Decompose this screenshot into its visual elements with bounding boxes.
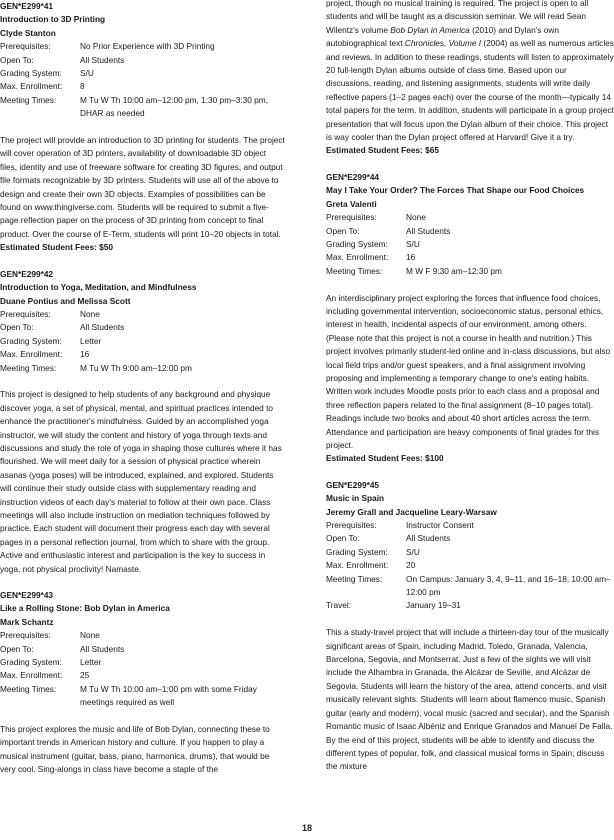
course-fees: Estimated Student Fees: $65 xyxy=(326,145,439,156)
course-description: The project will provide an introduction to 3D printing for students. The project will cover operation of 3D printers, availability of downloadable 3D object files, identity and use of freeware software for creating 3D figures, and output file formats recognizable by 3D printers. Students will use all of the above to design and create their own 3D objects. Examples of possibilities can be found on www.thingiverse.com. Students will be required to submit a five-page reflection paper on the process of 3D printing from concept to final product. Over the course of E-Term, students will print 10–20 objects in total. xyxy=(0,135,285,239)
grading-value: S/U xyxy=(80,68,94,79)
grading-value: S/U xyxy=(406,238,420,249)
open-label: Open To: xyxy=(0,54,34,65)
course-code: GEN*E299*41 xyxy=(0,1,54,11)
enroll-value: 25 xyxy=(80,670,90,681)
book-title: Chronicles, Volume I xyxy=(404,38,482,49)
course-42 xyxy=(0,268,285,576)
book-title: Bob Dylan in America xyxy=(390,24,470,35)
left-column xyxy=(0,0,285,790)
grading-value: S/U xyxy=(406,546,420,557)
course-title: Introduction to Yoga, Meditation, and Mindfulness xyxy=(0,282,197,293)
course-description: This project explores the music and life of Bob Dylan, connecting these to important trends in American history and culture. If you happen to play a musical instrument (guitar, bass, piano, harmonica, drums), that would be very cool. Sing-alongs in class have become a staple of the xyxy=(0,724,270,775)
course-meta xyxy=(326,519,614,613)
meeting-label: Meeting Times: xyxy=(0,683,57,694)
course-instructor: Jeremy Grall and Jacqueline Leary-Warsaw xyxy=(326,506,497,517)
page-number: 18 xyxy=(301,823,312,833)
course-41 xyxy=(0,0,285,255)
enroll-label: Max. Enrollment: xyxy=(326,252,389,263)
meeting-value: M Tu W Th 9:00 am–12:00 pm xyxy=(80,362,192,373)
open-label: Open To: xyxy=(0,643,34,654)
course-code: GEN*E299*44 xyxy=(326,171,380,182)
meeting-label: Meeting Times: xyxy=(326,265,383,276)
course-code: GEN*E299*42 xyxy=(0,268,54,279)
course-meta xyxy=(0,308,285,375)
course-description: This project is designed to help students of any background and physique discover yoga, a set of physical, mental, and spiritual practices intended to enhance the practitioner's mindfulness. Guided by an accomplished yoga instructor, we will study the content and history of yoga through texts and discussions and study the role of yoga in shaping those cultures where it has flourished. We will meet daily for a session of physical practice wherein asanas (yoga poses) will be introduced, explained, and explored. Students will continue their study outside class with supplementary reading and instruction videos of each day's material to follow at their own pace. Class meetings will also include instruction on mediation techniques followed by practice. Each student will document their progress each day with several pages in a personal reflection journal, from which to share with the group. Active and enthusiastic interest and participation is the key to success in yoga, not physical proclivity! Namaste. xyxy=(0,389,282,574)
course-code: GEN*E299*45 xyxy=(326,479,380,490)
description-text: (2004) as well as numerous articles and reviews. In addition to these readings, students will listen to approximately 20 full-length Dylan albums outside of class time. Based upon our discussions, reading, and listening assignments, students will write daily reflective papers (1–2 pages each) over the course of the month—typically 14 total papers for the term. In addition, students will participate in a group project presentation that will focus upon the Dylan album of their choice. This project is way cooler than the Dylan project offered at Harvard! Give it a try. xyxy=(326,38,614,143)
course-44 xyxy=(326,171,614,466)
enroll-value: 20 xyxy=(406,560,416,571)
course-meta xyxy=(326,211,614,278)
grading-label: Grading System: xyxy=(0,657,62,668)
prereq-value: None xyxy=(406,212,426,223)
meeting-label: Meeting Times: xyxy=(0,362,57,373)
course-instructor: Clyde Stanton xyxy=(0,27,56,38)
meeting-label: Meeting Times: xyxy=(0,94,57,105)
course-43 xyxy=(0,589,285,777)
meeting-value: M Tu W Th 10:00 am–12:00 pm, 1:30 pm–3:30 pm, DHAR as needed xyxy=(80,94,269,119)
grading-value: Letter xyxy=(80,335,102,346)
enroll-value: 16 xyxy=(406,252,416,263)
course-meta xyxy=(0,629,285,709)
travel-label: Travel: xyxy=(326,600,352,611)
grading-label: Grading System: xyxy=(0,68,62,79)
course-instructor: Mark Schantz xyxy=(0,616,54,627)
prereq-value: None xyxy=(80,308,100,319)
enroll-label: Max. Enrollment: xyxy=(326,560,389,571)
enroll-label: Max. Enrollment: xyxy=(0,670,63,681)
meeting-value: M W F 9:30 am–12:30 pm xyxy=(406,265,502,276)
grading-label: Grading System: xyxy=(0,335,62,346)
course-fees: Estimated Student Fees: $50 xyxy=(0,242,113,253)
course-instructor: Greta Valenti xyxy=(326,198,377,209)
travel-value: January 19–31 xyxy=(406,600,461,611)
right-column xyxy=(326,0,614,787)
grading-label: Grading System: xyxy=(326,238,388,249)
course-description-continued xyxy=(326,0,614,144)
prereq-label: Prerequisites: xyxy=(326,212,377,223)
course-description: An interdisciplinary project exploring the forces that influence food choices, including governmental intervention, socioeconomic status, personal ethics, interest in health, incidental aspects of our environment, among others. (Please note that this project is not a course in health and nutrition.) This project involves primarily student-led online and in-class discussions, but also local field trips and/or guest speakers, and a final assignment involving proposing and implementing a temporary change to one's eating habits. Written work includes Moodle posts prior to each class and a proposal and three reflection papers related to the final assignment (8–10 pages total). Readings include two books and about 40 short articles across the term. Attendance and participation are heavy components of final grades for this project. xyxy=(326,292,611,450)
course-meta xyxy=(0,40,285,120)
course-title: May I Take Your Order? The Forces That Shape our Food Choices xyxy=(326,185,585,196)
course-fees: Estimated Student Fees: $100 xyxy=(326,453,444,464)
prereq-value: No Prior Experience with 3D Printing xyxy=(80,41,215,52)
course-instructor: Duane Pontius and Melissa Scott xyxy=(0,295,131,306)
open-value: All Students xyxy=(80,643,125,654)
grading-value: Letter xyxy=(80,657,102,668)
open-label: Open To: xyxy=(0,322,34,333)
enroll-value: 16 xyxy=(80,349,90,360)
meeting-label: Meeting Times: xyxy=(326,573,383,584)
course-description: This a study-travel project that will include a thirteen-day tour of the musically significant areas of Spain, including Madrid, Toledo, Granada, Valencia, Barcelona, Segovia, and Montserrat. Just a few of the sights we will visit include the Alhambra in Granada, the Alcázar de Seville, and Alcázar de Segovia. Students will learn the history of the area, attend concerts, and visit musically relevant sights. Students will learn about flamenco music, Spanish guitar (early and modern), vocal music (sacred and secular), and the Spanish Romantic music of Isaac Albéniz and Enrique Granados and Manuel De Falla. By the end of this project, students will be able to identify and discuss the different types of popular, folk, and classical musical forms in Spain; discuss the mixture xyxy=(326,627,613,772)
prereq-label: Prerequisites: xyxy=(326,520,377,531)
prereq-value: Instructor Consent xyxy=(406,520,474,531)
description-text: (2010) and Dylan's own autobiographical text xyxy=(326,24,559,49)
open-value: All Students xyxy=(80,322,125,333)
prereq-value: None xyxy=(80,630,100,641)
prereq-label: Prerequisites: xyxy=(0,41,51,52)
grading-label: Grading System: xyxy=(326,546,388,557)
course-45 xyxy=(326,479,614,774)
meeting-value: On Campus: January 3, 4, 9–11, and 16–18, 10:00 am–12:00 pm xyxy=(406,573,611,598)
open-value: All Students xyxy=(406,533,451,544)
course-title: Introduction to 3D Printing xyxy=(0,14,106,25)
open-value: All Students xyxy=(80,54,125,65)
prereq-label: Prerequisites: xyxy=(0,308,51,319)
enroll-label: Max. Enrollment: xyxy=(0,349,63,360)
open-value: All Students xyxy=(406,225,451,236)
course-code: GEN*E299*43 xyxy=(0,590,54,601)
enroll-label: Max. Enrollment: xyxy=(0,81,63,92)
enroll-value: 8 xyxy=(80,81,85,92)
course-title: Music in Spain xyxy=(326,493,385,504)
course-title: Like a Rolling Stone: Bob Dylan in America xyxy=(0,603,170,614)
meeting-value: M Tu W Th 10:00 am–1:00 pm with some Friday meetings required as well xyxy=(80,683,257,708)
description-text: project, though no musical training is required. The project is open to all students and will be taught as a discussion seminar. We will read Sean Wilentz's volume xyxy=(326,0,589,35)
open-label: Open To: xyxy=(326,225,360,236)
prereq-label: Prerequisites: xyxy=(0,630,51,641)
open-label: Open To: xyxy=(326,533,360,544)
course-43-continued xyxy=(326,0,614,158)
